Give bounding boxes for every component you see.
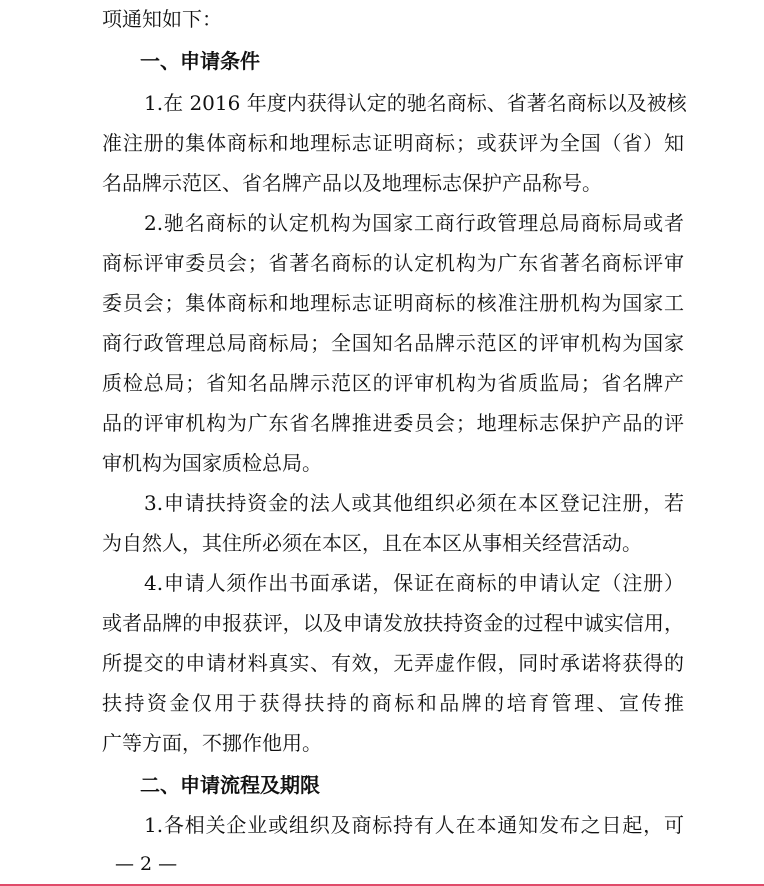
paragraph-line: 准注册的集体商标和地理标志证明商标；或获评为全国（省）知 bbox=[102, 131, 684, 155]
paragraph-line: 2.驰名商标的认定机构为国家工商行政管理总局商标局或者 bbox=[144, 211, 684, 235]
paragraph-line: 所提交的申请材料真实、有效，无弄虚作假，同时承诺将获得的 bbox=[102, 651, 684, 675]
paragraph-line: 1.各相关企业或组织及商标持有人在本通知发布之日起，可 bbox=[144, 813, 684, 837]
paragraph-line: 商行政管理总局商标局；全国知名品牌示范区的评审机构为国家 bbox=[102, 331, 684, 355]
paragraph-line: 扶持资金仅用于获得扶持的商标和品牌的培育管理、宣传推 bbox=[102, 691, 684, 715]
page-number: — 2 — bbox=[115, 853, 178, 875]
paragraph-line: 质检总局；省知名品牌示范区的评审机构为省质监局；省名牌产 bbox=[102, 371, 684, 395]
paragraph-line: 广等方面，不挪作他用。 bbox=[102, 731, 322, 755]
paragraph-line: 1.在 2016 年度内获得认定的驰名商标、省著名商标以及被核 bbox=[144, 91, 687, 115]
paragraph-line: 4.申请人须作出书面承诺，保证在商标的申请认定（注册） bbox=[144, 571, 684, 595]
paragraph-line: 3.申请扶持资金的法人或其他组织必须在本区登记注册，若 bbox=[144, 491, 684, 515]
paragraph-line: 委员会；集体商标和地理标志证明商标的核准注册机构为国家工 bbox=[102, 291, 684, 315]
paragraph-line: 商标评审委员会；省著名商标的认定机构为广东省著名商标评审 bbox=[102, 251, 684, 275]
paragraph-line: 审机构为国家质检总局。 bbox=[102, 451, 322, 475]
paragraph-line: 或者品牌的申报获评，以及申请发放扶持资金的过程中诚实信用， bbox=[102, 611, 684, 635]
section1-heading: 一、申请条件 bbox=[140, 49, 260, 73]
paragraph-line: 名品牌示范区、省名牌产品以及地理标志保护产品称号。 bbox=[102, 171, 602, 195]
paragraph-line: 为自然人，其住所必须在本区，且在本区从事相关经营活动。 bbox=[102, 531, 642, 555]
paragraph-line: 品的评审机构为广东省名牌推进委员会；地理标志保护产品的评 bbox=[102, 411, 684, 435]
intro-line: 项通知如下： bbox=[102, 7, 222, 31]
section2-heading: 二、申请流程及期限 bbox=[140, 773, 320, 797]
